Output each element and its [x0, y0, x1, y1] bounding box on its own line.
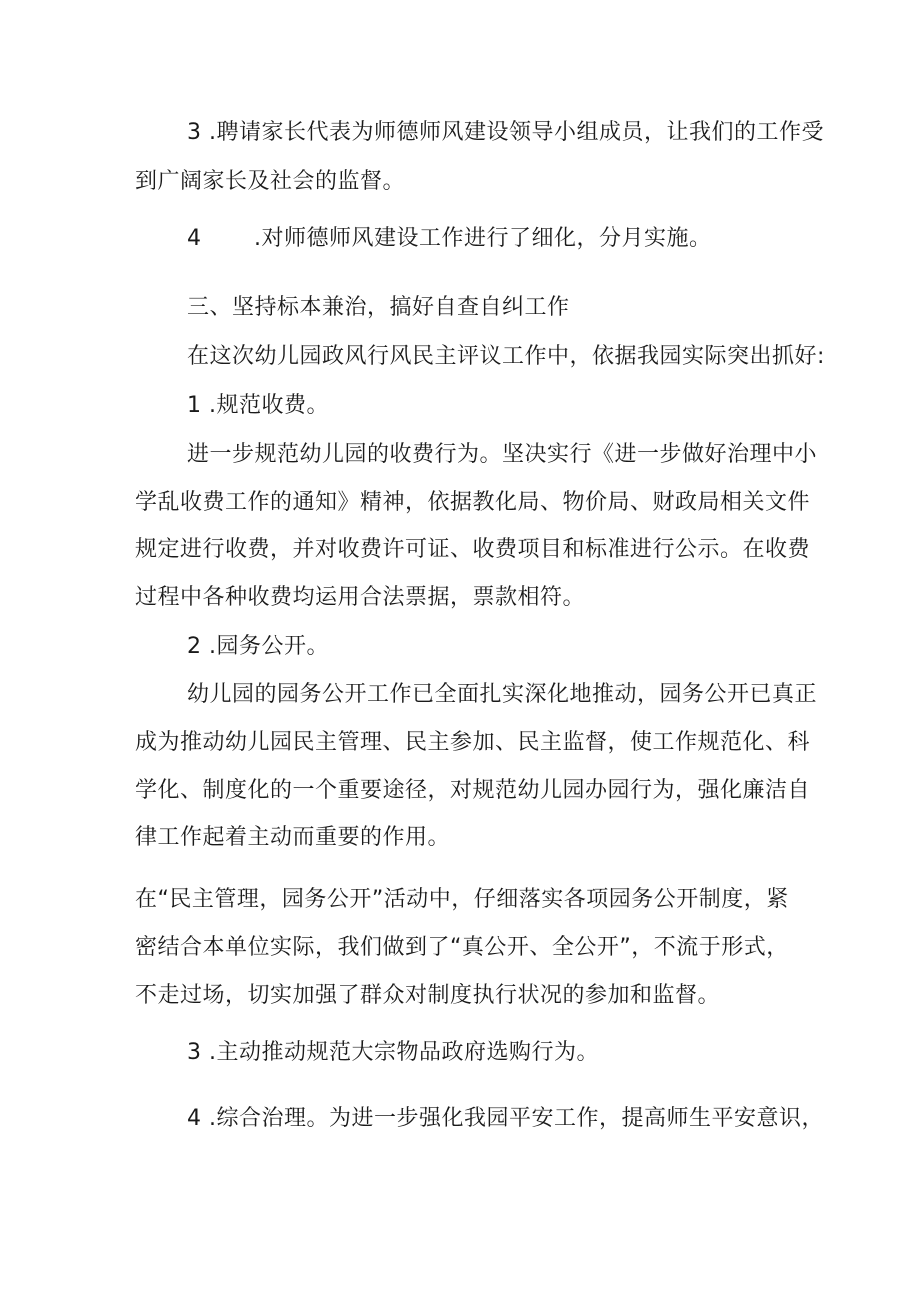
list-item-heading: 3 .主动推动规范大宗物品政府选购行为。: [187, 1040, 599, 1065]
text-line: 律工作起着主动而重要的作用。: [135, 825, 451, 850]
text-line: 在“民主管理，园务公开”活动中，仔细落实各项园务公开制度，紧: [135, 887, 789, 912]
text-line: 不走过场，切实加强了群众对制度执行状况的参加和监督。: [135, 983, 721, 1008]
text-line: 4 .综合治理。为进一步强化我园平安工作，提高师生平安意识，: [187, 1106, 824, 1131]
text-line: 进一步规范幼儿园的收费行为。坚决实行《进一步做好治理中小: [187, 442, 818, 467]
text-line: 学乱收费工作的通知》精神，依据教化局、物价局、财政局相关文件: [135, 490, 811, 515]
text-line: 幼儿园的园务公开工作已全面扎实深化地推动，园务公开已真正: [187, 682, 818, 707]
text-line: 规定进行收费，并对收费许可证、收费项目和标准进行公示。在收费: [135, 537, 811, 562]
list-item-heading: 1 .规范收费。: [187, 393, 329, 418]
text-line: 密结合本单位实际，我们做到了“真公开、全公开”，不流于形式，: [135, 935, 789, 960]
text-line: 到广阔家长及社会的监督。: [135, 169, 406, 194]
text-line: 成为推动幼儿园民主管理、民主参加、民主监督，使工作规范化、科: [135, 730, 811, 755]
text-line: 3 .聘请家长代表为师德师风建设领导小组成员，让我们的工作受: [187, 120, 824, 145]
section-heading: 三、坚持标本兼治，搞好自查自纠工作: [187, 295, 570, 320]
text-line: 4 .对师德师风建设工作进行了细化，分月实施。: [187, 226, 712, 251]
list-item-heading: 2 .园务公开。: [187, 634, 329, 659]
text-line: 过程中各种收费均运用合法票据，票款相符。: [135, 585, 586, 610]
text-line: 学化、制度化的一个重要途径，对规范幼儿园办园行为，强化廉洁自: [135, 778, 811, 803]
text-line: 在这次幼儿园政风行风民主评议工作中，依据我园实际突出抓好:: [187, 344, 825, 369]
